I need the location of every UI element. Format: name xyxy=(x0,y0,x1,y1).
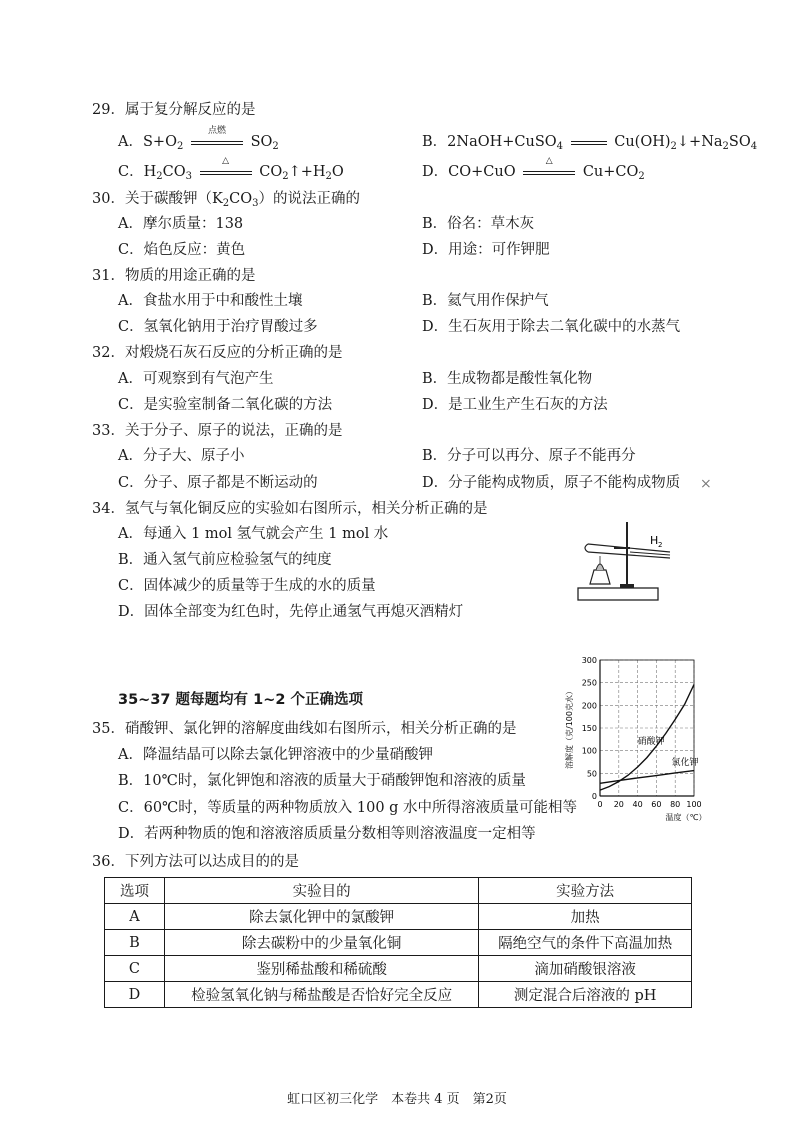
subscript: 2 xyxy=(638,171,645,182)
subscript: 2 xyxy=(325,171,332,182)
q29-option-a xyxy=(118,126,279,152)
stem-text: 30．关于碳酸钾（K xyxy=(92,191,223,207)
x-axis-label: 温度（℃） xyxy=(665,813,707,822)
table-header: 实验目的 xyxy=(164,878,478,904)
q32-stem: 32．对煅烧石灰石反应的分析正确的是 xyxy=(92,345,343,361)
q31-option-a: A．食盐水用于中和酸性土壤 xyxy=(118,293,303,309)
page-footer: 虹口区初三化学 本卷共 4 页 第2页 xyxy=(287,1092,507,1107)
q30-option-d: D．用途：可作钾肥 xyxy=(422,242,550,258)
y-tick-label: 100 xyxy=(581,746,597,756)
subscript: 2 xyxy=(222,198,230,209)
q30-stem xyxy=(92,189,360,209)
q29-stem: 29．属于复分解反应的是 xyxy=(92,102,256,118)
table-cell: 加热 xyxy=(479,904,692,930)
subscript: 2 xyxy=(176,141,184,152)
table-row xyxy=(105,904,692,930)
table-cell: 隔绝空气的条件下高温加热 xyxy=(479,930,692,956)
reaction-arrow xyxy=(200,156,252,178)
subscript: 4 xyxy=(750,141,758,152)
q33-option-b: B．分子可以再分、原子不能再分 xyxy=(422,448,636,464)
table-row xyxy=(105,982,692,1008)
table-cell: 滴加硝酸银溶液 xyxy=(479,956,692,982)
equation-left: S+O xyxy=(142,134,177,150)
equation-right: ↓+Na xyxy=(676,134,723,150)
equation-right: O xyxy=(331,164,344,180)
section-note: 35~37 题每题均有 1~2 个正确选项 xyxy=(118,692,363,708)
q31-option-d: D．生石灰用于除去二氧化碳中的水蒸气 xyxy=(422,319,681,335)
subscript: 2 xyxy=(722,141,729,152)
table-cell: 除去氯化钾中的氯酸钾 xyxy=(164,904,478,930)
figure-h2-subscript: 2 xyxy=(658,541,663,549)
q32-option-a: A．可观察到有气泡产生 xyxy=(118,371,274,387)
q30-option-a: A．摩尔质量：138 xyxy=(118,216,244,232)
q29-option-b xyxy=(422,132,757,152)
equation-left: H xyxy=(143,164,157,180)
q36-stem: 36．下列方法可以达成目的的是 xyxy=(92,854,299,870)
x-tick-label: 80 xyxy=(670,800,681,809)
q35-option-c: C．60℃时，等质量的两种物质放入 100 g 水中所得溶液质量可能相等 xyxy=(118,800,578,816)
table-cell: B xyxy=(105,930,165,956)
reaction-condition: △ xyxy=(222,156,230,166)
y-tick-label: 50 xyxy=(586,769,597,779)
subscript: 2 xyxy=(670,141,677,152)
q31-option-c: C．氢氧化钠用于治疗胃酸过多 xyxy=(118,319,318,335)
x-tick-label: 20 xyxy=(613,800,624,809)
x-tick-label: 0 xyxy=(597,800,603,809)
equation-right: Cu(OH) xyxy=(614,134,671,150)
y-axis-label: 溶解度（克/100克水） xyxy=(565,687,574,769)
q29-option-c xyxy=(118,156,344,182)
table-cell: 检验氢氧化钠与稀盐酸是否恰好完全反应 xyxy=(164,982,478,1008)
q31-stem: 31．物质的用途正确的是 xyxy=(92,268,256,284)
q30-option-b: B．俗名：草木灰 xyxy=(422,216,535,232)
table-cell: 鉴别稀盐酸和稀硫酸 xyxy=(164,956,478,982)
option-label: A． xyxy=(118,134,143,150)
y-tick-label: 0 xyxy=(591,792,597,801)
reaction-condition: 点燃 xyxy=(207,126,226,136)
q33-option-c: C．分子、原子都是不断运动的 xyxy=(118,475,318,491)
table-header: 选项 xyxy=(105,878,165,904)
reaction-arrow xyxy=(571,136,607,148)
table-cell: A xyxy=(105,904,165,930)
q29-option-d xyxy=(422,156,645,182)
equation-left: CO+CuO xyxy=(448,164,516,180)
subscript: 3 xyxy=(185,171,192,182)
equation-right: ↑+H xyxy=(288,164,326,180)
subscript: 4 xyxy=(556,141,564,152)
q36-table xyxy=(104,877,692,1008)
y-tick-label: 250 xyxy=(581,678,597,688)
reaction-arrow xyxy=(191,126,243,148)
equation-left: CO xyxy=(162,164,186,180)
table-header: 实验方法 xyxy=(479,878,692,904)
table-row xyxy=(105,956,692,982)
table-cell: D xyxy=(105,982,165,1008)
option-label: C． xyxy=(118,164,144,180)
x-tick-label: 60 xyxy=(651,800,662,809)
q33-option-d: D．分子能构成物质，原子不能构成物质 xyxy=(422,475,681,491)
stem-text: CO xyxy=(229,191,253,207)
q34-option-c: C．固体减少的质量等于生成的水的质量 xyxy=(118,578,376,594)
q34-option-b: B．通入氢气前应检验氢气的纯度 xyxy=(118,552,332,568)
series-label: 硝酸钾 xyxy=(637,736,665,747)
y-tick-label: 300 xyxy=(581,656,597,665)
equation-left: 2NaOH+CuSO xyxy=(447,134,557,150)
reaction-condition: △ xyxy=(545,156,553,166)
equation-right: Cu+CO xyxy=(582,164,639,180)
x-tick-label: 100 xyxy=(686,800,702,809)
reaction-arrow xyxy=(523,156,575,178)
series-line-kcl xyxy=(600,771,694,784)
q34-option-d: D．固体全部变为红色时，先停止通氢气再熄灭酒精灯 xyxy=(118,604,464,620)
subscript: 2 xyxy=(282,171,289,182)
q33-stem: 33．关于分子、原子的说法，正确的是 xyxy=(92,423,343,439)
option-label: D． xyxy=(422,164,449,180)
subscript: 3 xyxy=(252,198,259,209)
series-label: 氯化钾 xyxy=(671,758,699,769)
q32-option-c: C．是实验室制备二氧化碳的方法 xyxy=(118,397,333,413)
table-cell: 测定混合后溶液的 pH xyxy=(479,982,692,1008)
table-cell: 除去碳粉中的少量氧化铜 xyxy=(164,930,478,956)
q34-stem: 34．氢气与氧化铜反应的实验如右图所示，相关分析正确的是 xyxy=(92,501,488,517)
equation-right: CO xyxy=(259,164,283,180)
hydrogen-reduction-apparatus xyxy=(570,518,700,610)
equation-right: SO xyxy=(250,134,273,150)
q30-option-c: C．焰色反应：黄色 xyxy=(118,242,246,258)
table-cell: C xyxy=(105,956,165,982)
q35-stem: 35．硝酸钾、氯化钾的溶解度曲线如右图所示，相关分析正确的是 xyxy=(92,721,517,737)
q35-option-a: A．降温结晶可以除去氯化钾溶液中的少量硝酸钾 xyxy=(118,747,433,763)
subscript: 2 xyxy=(156,171,163,182)
close-icon: × xyxy=(700,476,712,492)
table-header-row xyxy=(105,878,692,904)
figure-h2-label: H xyxy=(650,534,659,547)
equation-right: SO xyxy=(728,134,751,150)
x-tick-label: 40 xyxy=(632,800,643,809)
solubility-chart xyxy=(560,648,710,826)
table-row xyxy=(105,930,692,956)
q33-option-a: A．分子大、原子小 xyxy=(118,448,245,464)
y-tick-label: 150 xyxy=(581,724,597,733)
option-label: B． xyxy=(422,134,448,150)
stem-text: ）的说法正确的 xyxy=(258,191,361,207)
q31-option-b: B．氦气用作保护气 xyxy=(422,293,549,309)
q35-option-d: D．若两种物质的饱和溶液溶质质量分数相等则溶液温度一定相等 xyxy=(118,826,536,842)
subscript: 2 xyxy=(272,141,279,152)
q32-option-d: D．是工业生产生石灰的方法 xyxy=(422,397,608,413)
q34-option-a: A．每通入 1 mol 氢气就会产生 1 mol 水 xyxy=(118,526,389,542)
q35-option-b: B．10℃时，氯化钾饱和溶液的质量大于硝酸钾饱和溶液的质量 xyxy=(118,773,526,789)
y-tick-label: 200 xyxy=(581,701,597,711)
q32-option-b: B．生成物都是酸性氧化物 xyxy=(422,371,593,387)
